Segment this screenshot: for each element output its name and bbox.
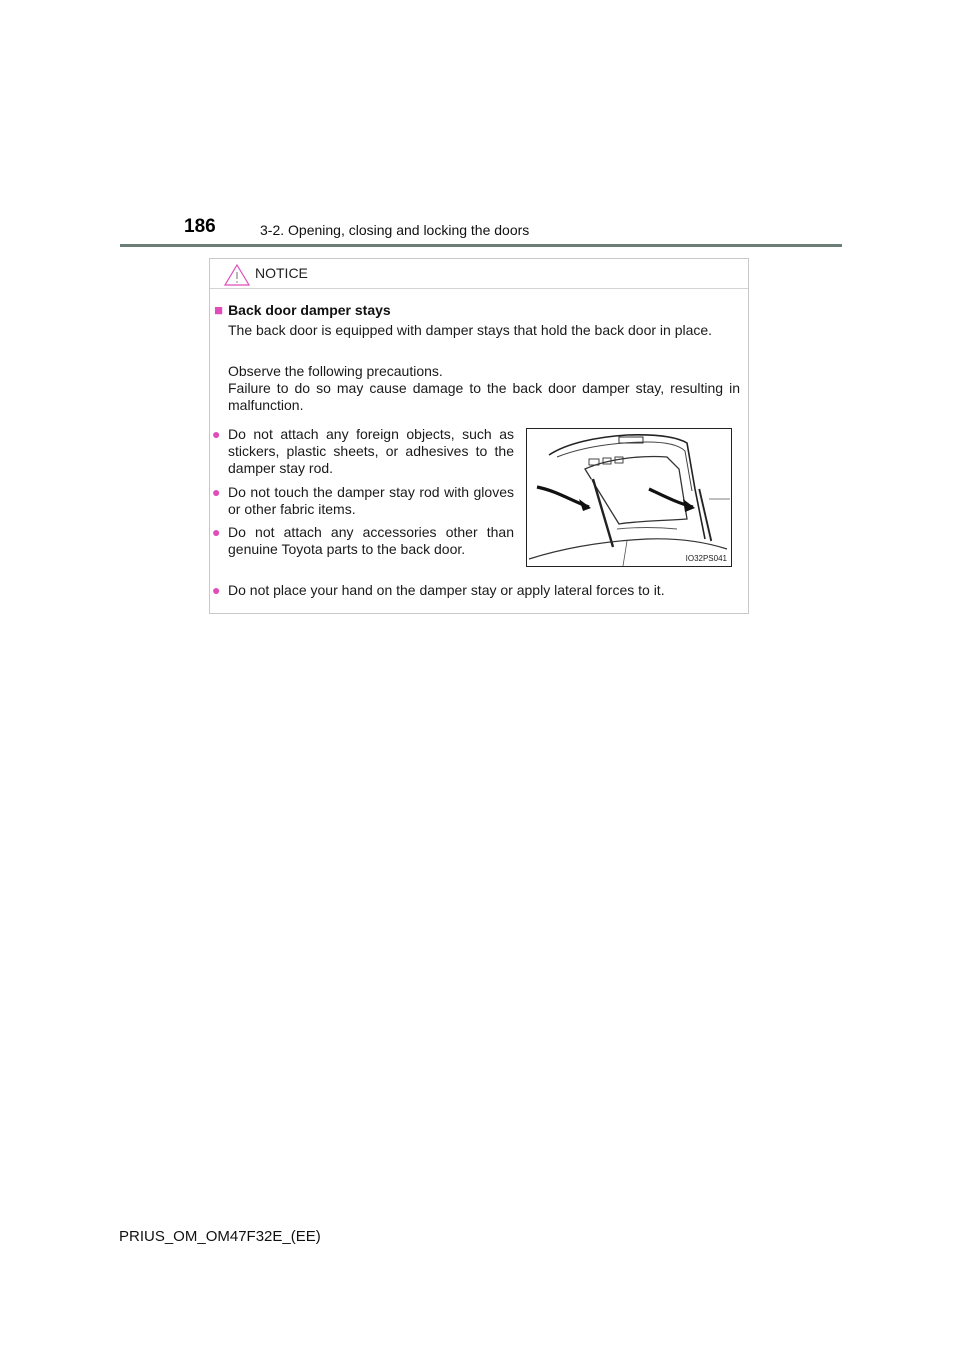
page-number: 186 — [184, 216, 216, 237]
round-bullet-icon: ● — [212, 582, 221, 598]
round-bullet-icon: ● — [212, 524, 221, 540]
subhead-text: Back door damper stays — [228, 302, 391, 318]
figure-code: IO32PS041 — [685, 554, 727, 563]
paragraph-1: The back door is equipped with damper stays that hold the back door in place. — [228, 322, 713, 338]
bullet-text: Do not attach any foreign objects, such as stickers, plastic sheets, or adhesives to the damper stay rod. — [228, 426, 514, 476]
paragraph-3: Failure to do so may cause damage to the back door damper stay, resulting in malfunction. — [228, 380, 740, 413]
back-door-illustration — [526, 428, 732, 567]
subhead — [214, 302, 391, 319]
paragraph-2: Observe the following precautions. — [228, 363, 443, 379]
notice-box — [209, 258, 749, 614]
bullet-text: Do not attach any accessories other than genuine Toyota parts to the back door. — [228, 524, 514, 557]
header-rule — [120, 244, 842, 247]
notice-header — [210, 259, 748, 289]
square-bullet-icon: ■ — [214, 302, 224, 319]
warning-triangle-icon — [224, 264, 250, 286]
footer-doc-code: PRIUS_OM_OM47F32E_(EE) — [119, 1228, 321, 1245]
round-bullet-icon: ● — [212, 484, 221, 500]
round-bullet-icon: ● — [212, 426, 221, 442]
back-door-damper-drawing — [527, 429, 731, 566]
section-title: 3-2. Opening, closing and locking the doors — [260, 222, 530, 238]
bullet-text: Do not place your hand on the damper stay or apply lateral forces to it. — [228, 582, 665, 598]
bullet-text: Do not touch the damper stay rod with gloves or other fabric items. — [228, 484, 514, 517]
notice-label: NOTICE — [255, 265, 308, 281]
